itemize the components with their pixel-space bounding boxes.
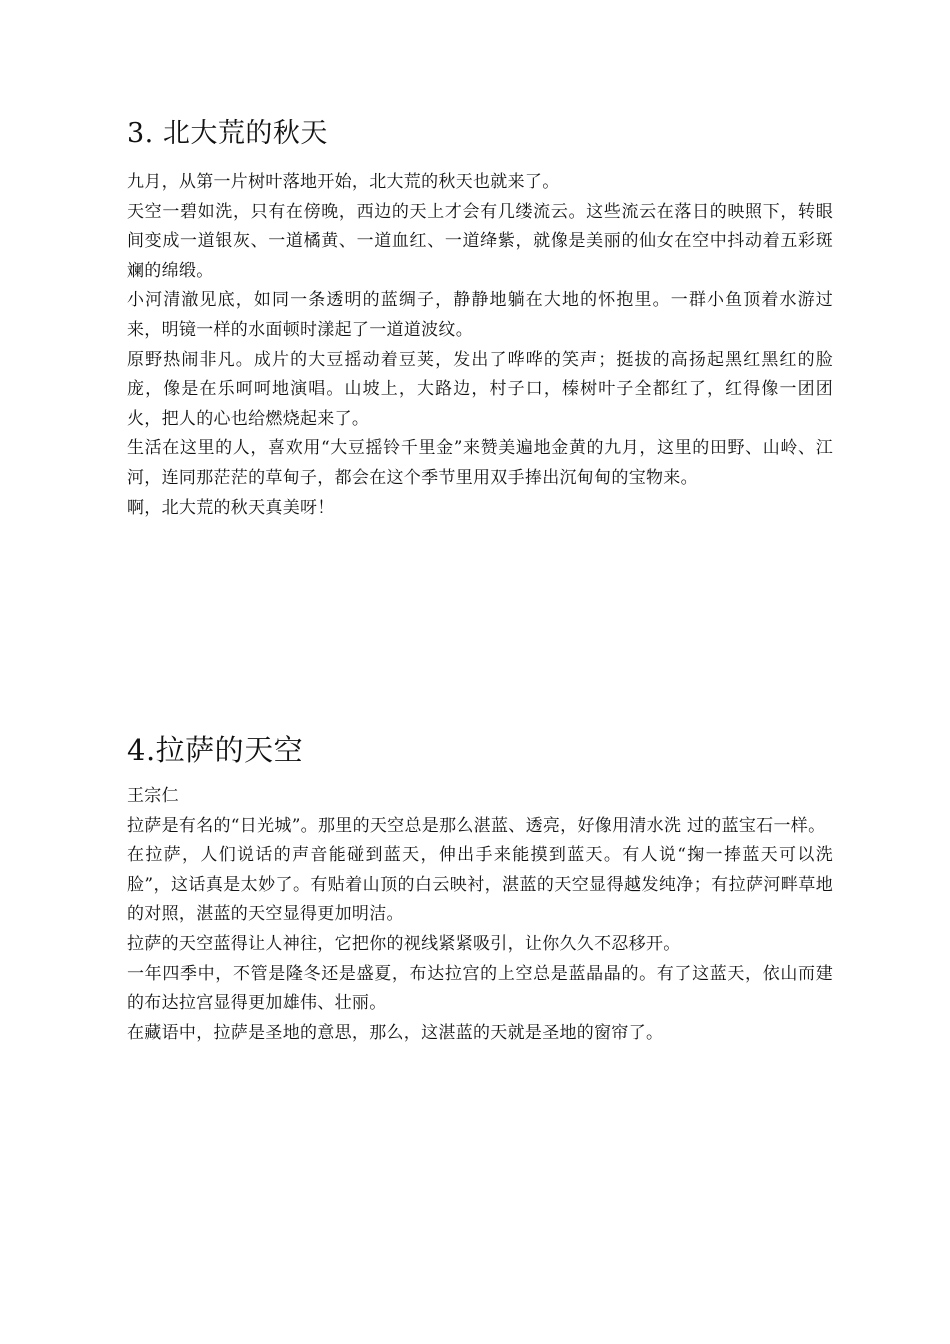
paragraph: 在拉萨，人们说话的声音能碰到蓝天，伸出手来能摸到蓝天。有人说“掬一捧蓝天可以洗脸”，这话真是太妙了。有贴着山顶的白云映衬，湛蓝的天空显得越发纯净；有拉萨河畔草地的对照，湛蓝的天空显得更加明洁。 xyxy=(127,845,833,925)
paragraph: 一年四季中，不管是隆冬还是盛夏，布达拉宫的上空总是蓝晶晶的。有了这蓝天，依山而建的布达拉宫显得更加雄伟、壮丽。 xyxy=(127,963,833,1014)
paragraph: 拉萨是有名的“日光城”。那里的天空总是那么湛蓝、透亮，好像用清水洗 过的蓝宝石一样。 xyxy=(127,815,826,836)
section-lhasa-sky xyxy=(127,728,833,1048)
paragraph: 原野热闹非凡。成片的大豆摇动着豆荚，发出了哗哗的笑声；挺拔的高扬起黑红黑红的脸庞，像是在乐呵呵地演唱。山坡上，大路边，村子口，榛树叶子全都红了，红得像一团团火，把人的心也给燃烧起来了。 xyxy=(127,349,833,429)
section-title: 4.拉萨的天空 xyxy=(127,733,304,767)
section-title: 3. 北大荒的秋天 xyxy=(127,118,328,149)
paragraph: 九月，从第一片树叶落地开始，北大荒的秋天也就来了。 xyxy=(127,172,560,192)
paragraph: 生活在这里的人，喜欢用“大豆摇铃千里金”来赞美遍地金黄的九月，这里的田野、山岭、江河，连同那茫茫的草甸子，都会在这个季节里用双手捧出沉甸甸的宝物来。 xyxy=(127,438,833,488)
paragraph: 天空一碧如洗，只有在傍晚，西边的天上才会有几缕流云。这些流云在落日的映照下，转眼间变成一道银灰、一道橘黄、一道血红、一道绛紫，就像是美丽的仙女在空中抖动着五彩斑斓的绵缎。 xyxy=(127,201,833,281)
paragraph: 小河清澈见底，如同一条透明的蓝绸子，静静地躺在大地的怀抱里。一群小鱼顶着水游过来，明镜一样的水面顿时漾起了一道道波纹。 xyxy=(127,290,833,340)
paragraph: 啊，北大荒的秋天真美呀！ xyxy=(127,497,335,518)
paragraph: 拉萨的天空蓝得让人神往，它把你的视线紧紧吸引，让你久久不忍移开。 xyxy=(127,933,681,954)
section-north-wilderness-autumn xyxy=(127,112,833,523)
paragraph: 在藏语中，拉萨是圣地的意思，那么，这湛蓝的天就是圣地的窗帘了。 xyxy=(127,1022,664,1043)
author-line: 王宗仁 xyxy=(127,786,179,806)
